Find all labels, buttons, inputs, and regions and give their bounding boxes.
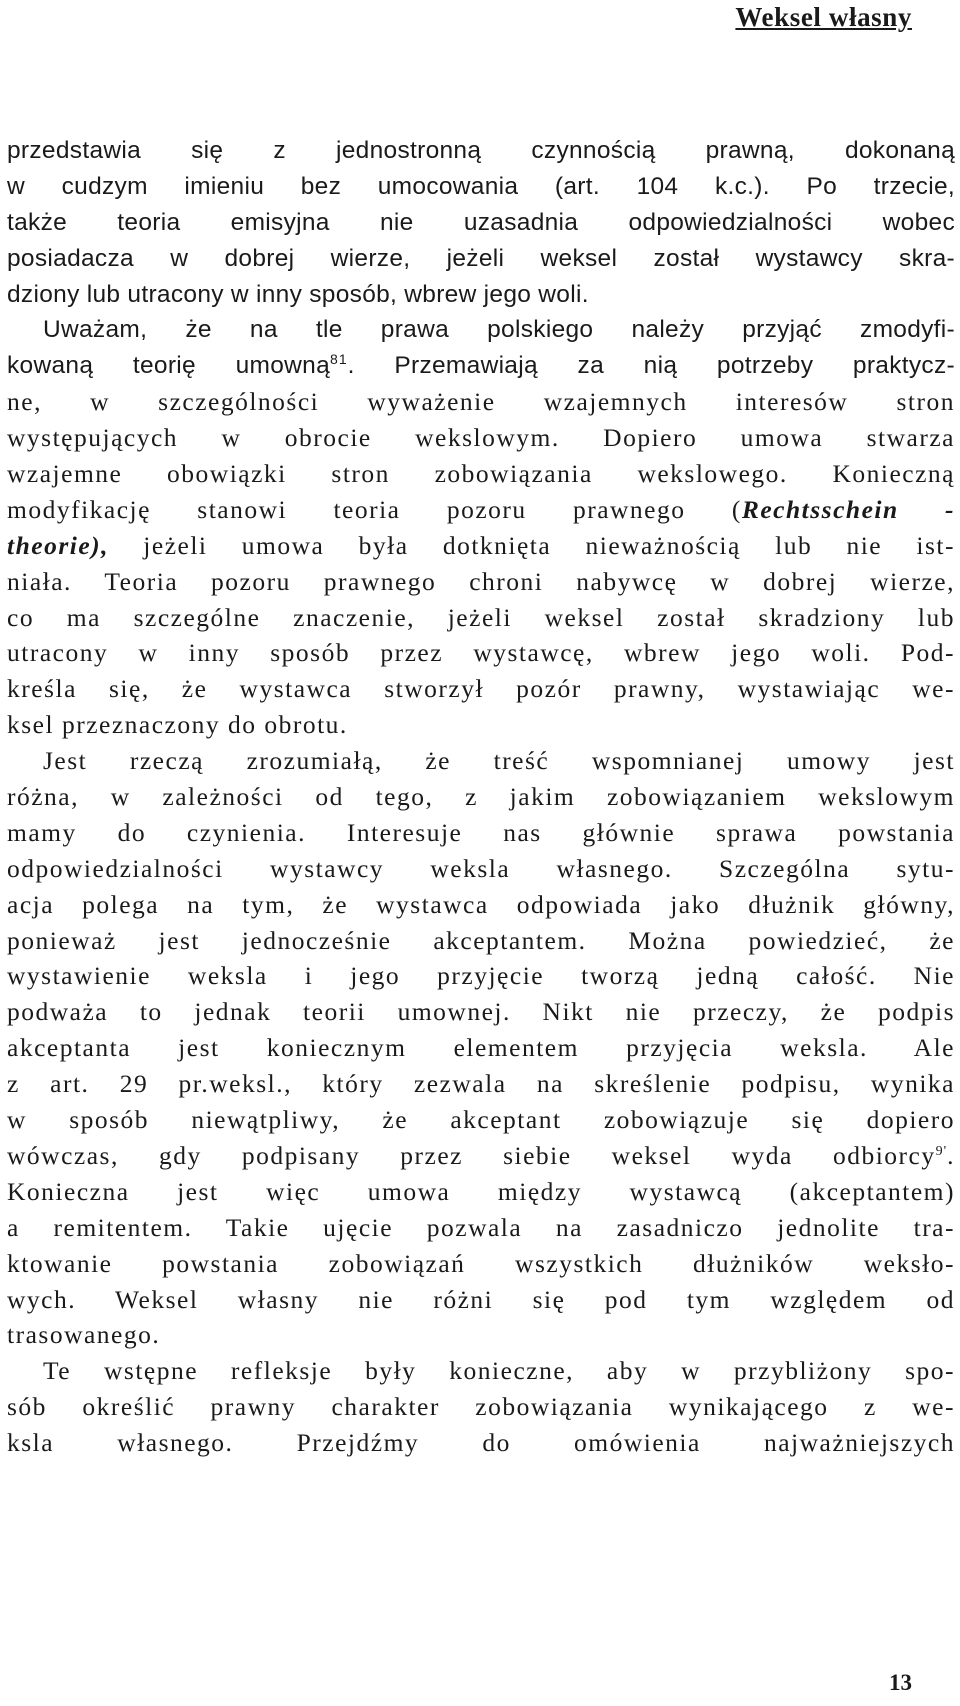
text-segment: z art. 29 pr.weksl., który zezwala na skreślenie podpisu, wynika <box>7 1069 955 1099</box>
text-line <box>7 312 955 348</box>
footnote-marker: 9' <box>935 1143 948 1159</box>
running-header: Weksel własny <box>735 2 912 32</box>
text-line-content <box>7 923 955 959</box>
text-line-content <box>7 779 955 815</box>
text-line-content <box>7 528 955 564</box>
text-line <box>7 600 955 636</box>
text-segment: odpowiedzialności wystawcy weksla własnego. Szczególna sytu- <box>7 853 955 883</box>
text-line <box>7 1138 955 1174</box>
text-line-content <box>7 277 955 313</box>
text-line <box>7 815 955 851</box>
text-segment: sób określić prawny charakter zobowiązania wynikającego z we- <box>7 1392 955 1422</box>
text-segment: acja polega na tym, że wystawca odpowiada jako dłużnik główny, <box>7 889 955 919</box>
text-segment: w sposób niewątpliwy, że akceptant zobowiązuje się dopiero <box>7 1105 955 1135</box>
text-segment: ksel przeznaczony do obrotu. <box>7 710 348 740</box>
text-line-content <box>7 384 955 420</box>
text-segment: wzajemne obowiązki stron zobowiązania wekslowego. Konieczną <box>7 459 955 489</box>
text-line <box>7 348 955 384</box>
text-line <box>7 492 955 528</box>
footnote-marker: 81 <box>330 351 348 368</box>
text-segment: posiadacza w dobrej wierze, jeżeli weksel został wystawcy skra- <box>7 244 955 272</box>
text-segment: kreśla się, że wystawca stworzył pozór prawny, wystawiając we- <box>7 674 955 704</box>
text-line-content <box>7 169 955 205</box>
text-line <box>7 958 955 994</box>
text-segment: także teoria emisyjna nie uzasadnia odpowiedzialności wobec <box>7 208 955 236</box>
text-line <box>7 169 955 205</box>
text-line-content <box>7 1066 955 1102</box>
text-segment: . <box>947 1140 955 1170</box>
text-segment: wystawienie weksla i jego przyjęcie tworzą jedną całość. Nie <box>7 961 955 991</box>
text-line <box>7 277 955 313</box>
text-segment: a remitentem. Takie ujęcie pozwala na zasadniczo jednolite tra- <box>7 1212 955 1242</box>
text-segment: kowaną teorię umowną <box>7 352 331 380</box>
text-line-content <box>7 1174 955 1210</box>
text-line <box>7 1066 955 1102</box>
text-line-content <box>7 420 955 456</box>
text-segment: Konieczna jest więc umowa między wystawcą (akceptantem) <box>7 1176 955 1206</box>
text-segment: niała. Teoria pozoru prawnego chroni nabywcę w dobrej wierze, <box>7 566 955 596</box>
text-line-content <box>7 492 955 528</box>
text-line-content <box>7 635 955 671</box>
text-line <box>7 456 955 492</box>
text-line <box>7 1282 955 1318</box>
text-segment: Uważam, że na tle prawa polskiego należy przyjąć zmodyfi- <box>43 316 955 344</box>
text-segment: ne, w szczególności wyważenie wzajemnych interesów stron <box>7 387 955 417</box>
text-segment: występujących w obrocie wekslowym. Dopiero umowa stwarza <box>7 423 955 453</box>
text-segment: ktowanie powstania zobowiązań wszystkich dłużników weksło- <box>7 1248 955 1278</box>
text-line <box>7 564 955 600</box>
text-line-content <box>7 958 955 994</box>
text-segment: dziony lub utracony w inny sposób, wbrew jego woli. <box>7 280 589 308</box>
text-segment: wych. Weksel własny nie różni się pod tym względem od <box>7 1284 955 1314</box>
text-segment: akceptanta jest koniecznym elementem przyjęcia weksla. Ale <box>7 1033 955 1063</box>
text-line-content <box>7 707 955 743</box>
text-line <box>7 994 955 1030</box>
text-line-content <box>7 994 955 1030</box>
text-line <box>7 887 955 923</box>
text-segment: wówczas, gdy podpisany przez siebie weksel wyda odbiorcy <box>7 1140 936 1170</box>
text-line-content <box>7 851 955 887</box>
text-line-content <box>7 1138 955 1174</box>
italic-term: theorie), <box>7 530 110 560</box>
text-segment: różna, w zależności od tego, z jakim zobowiązaniem wekslowym <box>7 782 955 812</box>
text-segment: ksla własnego. Przejdźmy do omówienia najważniejszych <box>7 1428 955 1458</box>
text-line-content <box>7 671 955 707</box>
text-segment: utracony w inny sposób przez wystawcę, wbrew jego woli. Pod- <box>7 638 955 668</box>
text-segment: przedstawia się z jednostronną czynnością prawną, dokonaną <box>7 137 955 164</box>
text-line <box>7 1030 955 1066</box>
text-line-content <box>7 1425 955 1461</box>
text-segment: w cudzym imieniu bez umocowania (art. 104 k.c.). Po trzecie, <box>7 172 955 200</box>
text-line-content <box>7 887 955 923</box>
text-line <box>7 528 955 564</box>
text-line-content <box>7 600 955 636</box>
text-line-content <box>7 241 955 277</box>
text-line-content <box>43 1353 955 1389</box>
text-line-content <box>7 348 955 384</box>
text-line-content <box>7 564 955 600</box>
text-line <box>7 133 955 169</box>
text-line <box>7 1353 955 1389</box>
text-segment: modyfikację stanowi teoria pozoru prawnego ( <box>7 494 742 524</box>
text-line <box>7 635 955 671</box>
text-line-content <box>43 743 955 779</box>
text-segment: . Przemawiają za nią potrzeby praktycz- <box>347 352 955 380</box>
text-line <box>7 1174 955 1210</box>
text-line-content <box>7 1246 955 1282</box>
text-line-content <box>7 205 955 241</box>
text-line <box>7 743 955 779</box>
italic-term: Rechtsschein - <box>741 494 955 524</box>
text-line <box>7 1102 955 1138</box>
text-line <box>7 1210 955 1246</box>
text-line <box>7 851 955 887</box>
text-line-content <box>7 815 955 851</box>
text-line-content <box>7 1102 955 1138</box>
text-line <box>7 671 955 707</box>
text-segment: mamy do czynienia. Interesuje nas głównie sprawa powstania <box>7 817 955 847</box>
page-number: 13 <box>889 1670 912 1695</box>
text-line <box>7 707 955 743</box>
text-segment: co ma szczególne znaczenie, jeżeli weksel został skradziony lub <box>7 602 955 632</box>
text-line <box>7 241 955 277</box>
text-line <box>7 1425 955 1461</box>
text-line <box>7 384 955 420</box>
text-line-content <box>43 312 955 348</box>
text-line-content <box>7 1317 955 1353</box>
body-text <box>7 133 955 1461</box>
text-line <box>7 779 955 815</box>
text-segment: Jest rzeczą zrozumiałą, że treść wspomnianej umowy jest <box>43 746 955 776</box>
text-segment: ponieważ jest jednocześnie akceptantem. Można powiedzieć, że <box>7 925 955 955</box>
text-line <box>7 1317 955 1353</box>
text-line-content <box>7 133 955 169</box>
text-line-content <box>7 1389 955 1425</box>
text-line-content <box>7 456 955 492</box>
text-line <box>7 923 955 959</box>
text-line <box>7 1246 955 1282</box>
text-line <box>7 1389 955 1425</box>
text-line-content <box>7 1282 955 1318</box>
text-segment: jeżeli umowa była dotknięta nieważnością lub nie ist- <box>109 530 955 560</box>
text-segment: trasowanego. <box>7 1320 161 1350</box>
text-line <box>7 420 955 456</box>
text-line-content <box>7 1030 955 1066</box>
text-segment: Te wstępne refleksje były konieczne, aby w przybliżony spo- <box>43 1356 955 1386</box>
text-line <box>7 205 955 241</box>
text-line-content <box>7 1210 955 1246</box>
text-segment: podważa to jednak teorii umownej. Nikt nie przeczy, że podpis <box>7 997 955 1027</box>
